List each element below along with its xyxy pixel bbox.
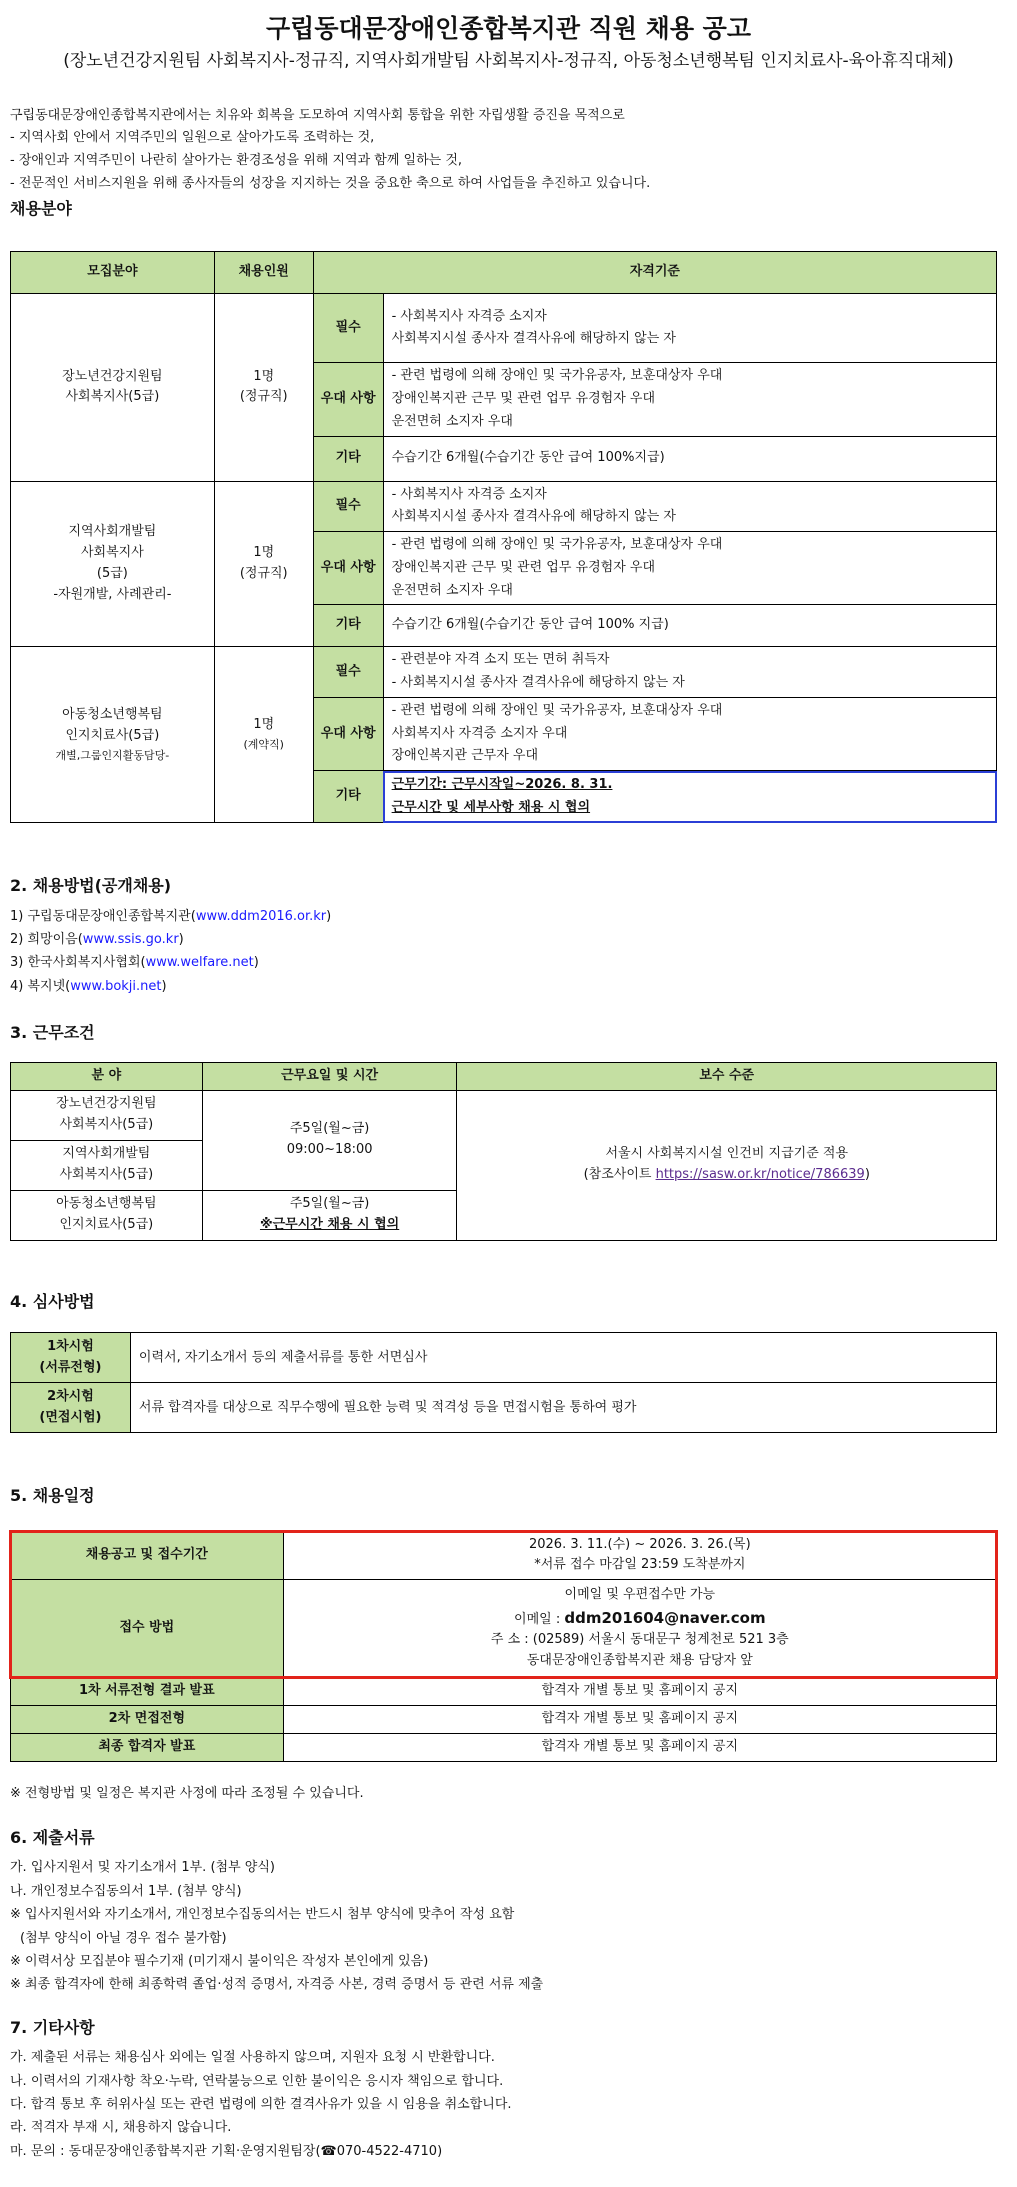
section-3-title: 3. 근무조건 <box>10 1023 95 1043</box>
list-item: ※ 이력서상 모집분야 필수기재 (미기재시 불이익은 작성자 본인에게 있음) <box>10 1953 429 1969</box>
intro-line: - 장애인과 지역주민이 나란히 살아가는 환경조성을 위해 지역과 함께 일하는 것, <box>10 153 463 169</box>
etc-cell: 수습기간 6개월(수습기간 동안 급여 100% 지급) <box>383 605 996 647</box>
schedule-label: 접수 방법 <box>11 1579 284 1677</box>
pay-reference-link[interactable]: https://sasw.or.kr/notice/786639 <box>655 1167 865 1183</box>
time-cell: 주5일(월~금) 09:00~18:00 <box>202 1090 457 1190</box>
preferred-cell: - 관련 법령에 의해 장애인 및 국가유공자, 보훈대상자 우대 장애인복지관 근무 및 관련 업무 유경험자 우대 운전면허 소지자 우대 <box>383 532 996 605</box>
area-cell: 장노년건강지원팀 사회복지사(5급) <box>11 1090 203 1140</box>
field-cell: 장노년건강지원팀 사회복지사(5급) <box>11 294 215 481</box>
site-link[interactable]: www.ssis.go.kr <box>82 932 179 948</box>
preferred-cell: - 관련 법령에 의해 장애인 및 국가유공자, 보훈대상자 우대 사회복지사 자격증 소지자 우대 장애인복지관 근무자 우대 <box>383 697 996 770</box>
label-required: 필수 <box>313 294 383 363</box>
schedule-label: 1차 서류전형 결과 발표 <box>11 1677 284 1705</box>
schedule-period: 2026. 3. 11.(수) ~ 2026. 3. 26.(목) *서류 접수 마감일 23:59 도착분까지 <box>283 1531 996 1579</box>
count-cell: 1명 (정규직) <box>214 294 313 481</box>
section-5-title: 5. 채용일정 <box>10 1486 95 1506</box>
site-link[interactable]: www.bokji.net <box>70 978 162 994</box>
schedule-table <box>10 1531 997 1762</box>
label-preferred: 우대 사항 <box>313 363 383 436</box>
schedule-table-wrap <box>10 1531 997 1762</box>
section-4-title: 4. 심사방법 <box>10 1291 95 1311</box>
section-1-title: 채용분야 <box>10 198 72 218</box>
page-subtitle: (장노년건강지원팀 사회복지사-정규직, 지역사회개발팀 사회복지사-정규직, 아동청소년행복팀 인지치료사-육아휴직대체) <box>63 50 954 71</box>
section-7-title: 7. 기타사항 <box>10 2017 95 2037</box>
intro <box>10 105 1007 196</box>
email-address[interactable]: ddm201604@naver.com <box>564 1608 766 1627</box>
screening-desc: 이력서, 자기소개서 등의 제출서류를 통한 서면심사 <box>130 1333 996 1383</box>
schedule-value: 합격자 개별 통보 및 홈페이지 공지 <box>283 1677 996 1705</box>
list-item: 다. 합격 통보 후 허위사실 또는 관련 법령에 의한 결격사유가 있을 시 임용을 취소합니다. <box>10 2097 512 2113</box>
etc-cell-highlighted: 근무기간: 근무시작일~2026. 8. 31. 근무시간 및 세부사항 채용 시 협의 <box>383 771 996 823</box>
header-pay: 보수 수준 <box>457 1062 997 1090</box>
header-count: 채용인원 <box>214 252 313 294</box>
screening-table <box>10 1332 997 1433</box>
list-item: 3) 한국사회복지사협회(www.welfare.net) <box>10 955 259 971</box>
count-cell: 1명 (정규직) <box>214 481 313 647</box>
label-required: 필수 <box>313 481 383 532</box>
screening-label: 1차시험 (서류전형) <box>11 1333 131 1383</box>
field-cell: 아동청소년행복팀 인지치료사(5급) 개별,그룹인지활동담당- <box>11 647 215 823</box>
site-link[interactable]: www.welfare.net <box>145 955 254 971</box>
intro-line: - 지역사회 안에서 지역주민의 일원으로 살아가도록 조력하는 것, <box>10 130 375 146</box>
list-item: 가. 입사지원서 및 자기소개서 1부. (첨부 양식) <box>10 1860 275 1876</box>
label-preferred: 우대 사항 <box>313 697 383 770</box>
list-item: 라. 적격자 부재 시, 채용하지 않습니다. <box>10 2120 232 2136</box>
count-cell: 1명 (계약직) <box>214 647 313 823</box>
preferred-cell: - 관련 법령에 의해 장애인 및 국가유공자, 보훈대상자 우대 장애인복지관 근무 및 관련 업무 유경험자 우대 운전면허 소지자 우대 <box>383 363 996 436</box>
list-item: 가. 제출된 서류는 채용심사 외에는 일절 사용하지 않으며, 지원자 요청 시 반환합니다. <box>10 2050 495 2066</box>
label-required: 필수 <box>313 647 383 698</box>
intro-line: 구립동대문장애인종합복지관에서는 치유와 회복을 도모하여 지역사회 통합을 위한 자립생활 증진을 목적으로 <box>10 107 625 123</box>
area-cell: 지역사회개발팀 사회복지사(5급) <box>11 1140 203 1190</box>
required-cell: - 사회복지사 자격증 소지자 사회복지시설 종사자 결격사유에 해당하지 않는 자 <box>383 294 996 363</box>
section-2-title: 2. 채용방법(공개채용) <box>10 876 172 896</box>
other-notes-list <box>10 2046 1007 2163</box>
page-title: 구립동대문장애인종합복지관 직원 채용 공고 <box>266 14 751 43</box>
list-item: ※ 최종 합격자에 한해 최종학력 졸업·성적 증명서, 자격증 사본, 경력 증명서 등 관련 서류 제출 <box>10 1977 544 1993</box>
recruit-channel-list <box>10 905 1007 999</box>
schedule-label: 최종 합격자 발표 <box>11 1733 284 1761</box>
list-item: 나. 이력서의 기재사항 착오·누락, 연락불능으로 인한 불이익은 응시자 책임으로 합니다. <box>10 2073 504 2089</box>
label-etc: 기타 <box>313 771 383 823</box>
schedule-note: ※ 전형방법 및 일정은 복지관 사정에 따라 조정될 수 있습니다. <box>10 1785 364 1801</box>
schedule-label: 2차 면접전형 <box>11 1705 284 1733</box>
work-conditions-table <box>10 1062 997 1241</box>
documents-list <box>10 1856 1007 1996</box>
header-time: 근무요일 및 시간 <box>202 1062 457 1090</box>
required-cell: - 사회복지사 자격증 소지자 사회복지시설 종사자 결격사유에 해당하지 않는 자 <box>383 481 996 532</box>
screening-label: 2차시험 (면접시험) <box>11 1383 131 1433</box>
recruitment-fields-table <box>10 251 997 823</box>
list-item: 마. 문의 : 동대문장애인종합복지관 기획·운영지원팀장(☎070-4522-4710) <box>10 2143 443 2159</box>
list-item: 2) 희망이음(www.ssis.go.kr) <box>10 932 184 948</box>
intro-line: - 전문적인 서비스지원을 위해 종사자들의 성장을 지지하는 것을 중요한 축으로 하여 사업들을 추진하고 있습니다. <box>10 175 651 191</box>
schedule-value: 합격자 개별 통보 및 홈페이지 공지 <box>283 1733 996 1761</box>
header-area: 분 야 <box>11 1062 203 1090</box>
schedule-method: 이메일 및 우편접수만 가능 이메일 : ddm201604@naver.com 주 소 : (02589) 서울시 동대문구 청계천로 521 3층 동대문장애인종합복지관 채용 담당자 앞 <box>283 1579 996 1677</box>
header-criteria: 자격기준 <box>313 252 996 294</box>
pay-cell: 서울시 사회복지시설 인건비 지급기준 적용 (참조사이트 https://sasw.or.kr/notice/786639) <box>457 1090 997 1240</box>
list-item: 4) 복지넷(www.bokji.net) <box>10 978 167 994</box>
time-cell: 주5일(월~금) ※근무시간 채용 시 협의 <box>202 1190 457 1240</box>
list-item: (첨부 양식이 아닐 경우 접수 불가함) <box>20 1930 227 1946</box>
label-etc: 기타 <box>313 436 383 481</box>
field-cell: 지역사회개발팀 사회복지사 (5급) -자원개발, 사례관리- <box>11 481 215 647</box>
list-item: ※ 입사지원서와 자기소개서, 개인정보수집동의서는 반드시 첨부 양식에 맞추어 작성 요함 <box>10 1907 515 1923</box>
schedule-label: 채용공고 및 접수기간 <box>11 1531 284 1579</box>
header-field: 모집분야 <box>11 252 215 294</box>
site-link[interactable]: www.ddm2016.or.kr <box>195 908 327 924</box>
list-item: 나. 개인정보수집동의서 1부. (첨부 양식) <box>10 1883 242 1899</box>
etc-cell: 수습기간 6개월(수습기간 동안 급여 100%지급) <box>383 436 996 481</box>
list-item: 1) 구립동대문장애인종합복지관(www.ddm2016.or.kr) <box>10 908 332 924</box>
area-cell: 아동청소년행복팀 인지치료사(5급) <box>11 1190 203 1240</box>
required-cell: - 관련분야 자격 소지 또는 면허 취득자 - 사회복지시설 종사자 결격사유에 해당하지 않는 자 <box>383 647 996 698</box>
schedule-value: 합격자 개별 통보 및 홈페이지 공지 <box>283 1705 996 1733</box>
section-6-title: 6. 제출서류 <box>10 1827 95 1847</box>
label-etc: 기타 <box>313 605 383 647</box>
label-preferred: 우대 사항 <box>313 532 383 605</box>
screening-desc: 서류 합격자를 대상으로 직무수행에 필요한 능력 및 적격성 등을 면접시험을 통하여 평가 <box>130 1383 996 1433</box>
